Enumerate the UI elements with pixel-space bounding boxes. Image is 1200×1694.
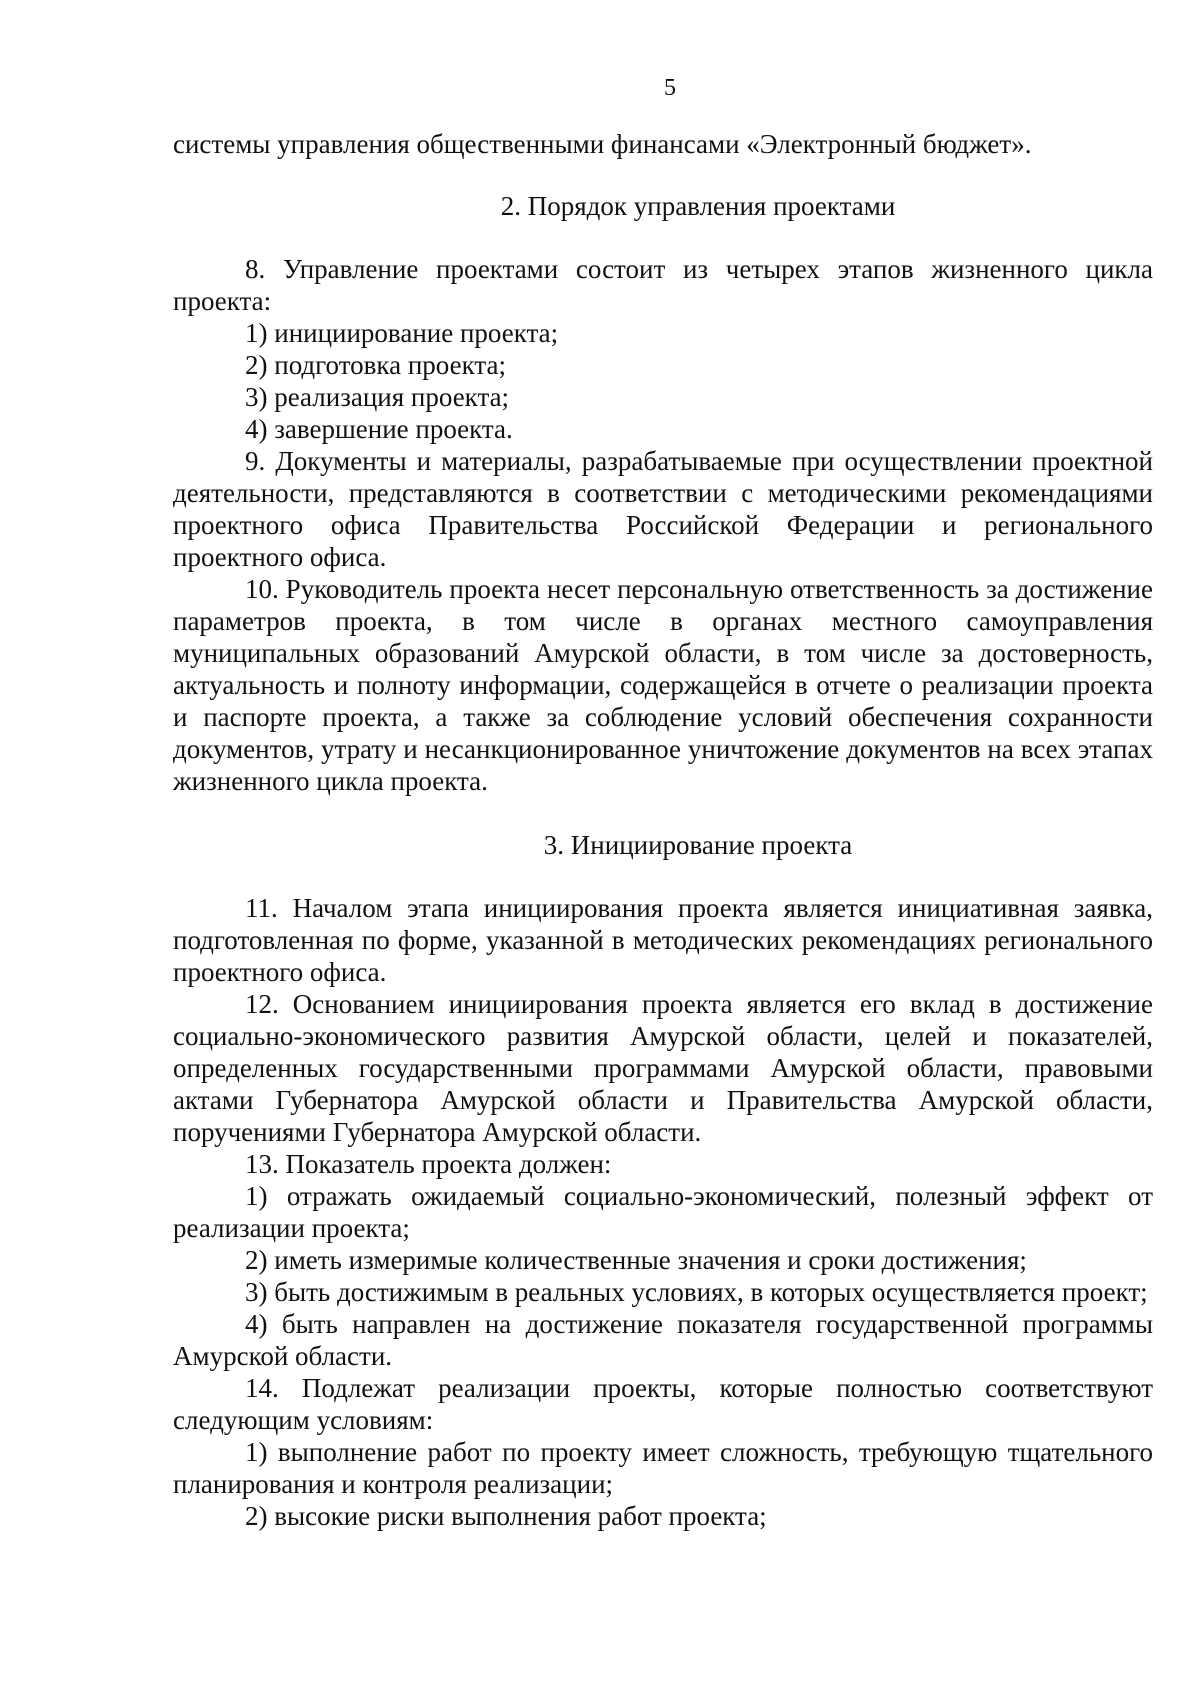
paragraph-11: 11. Началом этапа инициирования проекта является инициативная заявка, подготовленная по форме, указанной в методических рекомендациях регионального проектного офиса. [173, 893, 1153, 987]
intro-line: системы управления общественными финансами «Электронный бюджет». [173, 129, 1032, 159]
paragraph-8: 8. Управление проектами состоит из четырех этапов жизненного цикла проекта: [173, 254, 1153, 316]
list-item: 1) инициирование проекта; [245, 318, 559, 348]
section-heading-3: 3. Инициирование проекта [543, 830, 853, 860]
page-number: 5 [664, 75, 676, 101]
list-item: 3) быть достижимым в реальных условиях, в которых осуществляется проект; [245, 1277, 1148, 1307]
list-item: 4) завершение проекта. [245, 414, 513, 444]
paragraph-14: 14. Подлежат реализации проекты, которые полностью соответствуют следующим условиям: [173, 1373, 1153, 1435]
list-item: 2) высокие риски выполнения работ проекта; [245, 1501, 767, 1531]
list-item: 4) быть направлен на достижение показателя государственной программы Амурской области. [173, 1309, 1153, 1371]
document-body [173, 128, 1153, 1532]
section-heading-2: 2. Порядок управления проектами [500, 191, 896, 221]
list-item: 1) выполнение работ по проекту имеет сложность, требующую тщательного планирования и контроля реализации; [173, 1437, 1153, 1499]
paragraph-12: 12. Основанием инициирования проекта является его вклад в достижение социально-экономического развития Амурской области, целей и показателей, определенных государственными программами Амурской области, правовыми актами Губернатора Амурской области и Правительства Амурской области, поручениями Губернатора Амурской области. [173, 989, 1153, 1147]
paragraph-10: 10. Руководитель проекта несет персональную ответственность за достижение параметров проекта, в том числе в органах местного самоуправления муниципальных образований Амурской области, в том числе за достоверность, актуальность и полноту информации, содержащейся в отчете о реализации проекта и паспорте проекта, а также за соблюдение условий обеспечения сохранности документов, утрату и несанкционированное уничтожение документов на всех этапах жизненного цикла проекта. [173, 574, 1153, 796]
paragraph-13: 13. Показатель проекта должен: [245, 1149, 612, 1179]
list-item: 3) реализация проекта; [245, 382, 510, 412]
list-item: 2) подготовка проекта; [245, 350, 506, 380]
paragraph-9: 9. Документы и материалы, разрабатываемые при осуществлении проектной деятельности, представляются в соответствии с методическими рекомендациями проектного офиса Правительства Российской Федерации и регионального проектного офиса. [173, 446, 1153, 572]
list-item: 1) отражать ожидаемый социально-экономический, полезный эффект от реализации проекта; [173, 1181, 1153, 1243]
list-item: 2) иметь измеримые количественные значения и сроки достижения; [245, 1245, 1027, 1275]
